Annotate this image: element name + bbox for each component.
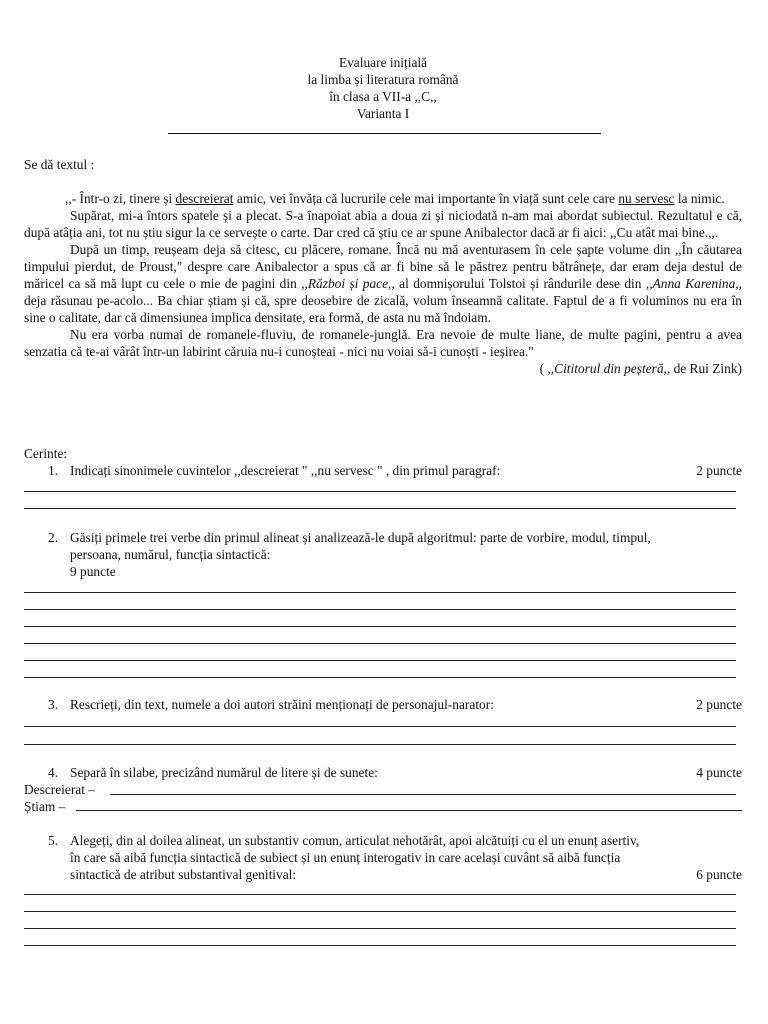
source-book-title: ,,Cititorul din peșteră,, xyxy=(547,361,671,376)
header-variant: Varianta I xyxy=(356,106,410,121)
answer-line[interactable] xyxy=(24,744,736,745)
question-points: 9 puncte xyxy=(70,564,116,579)
question-text: Rescrieți, din text, numele a doi autori străini menționați de personajul-narator: xyxy=(70,697,494,712)
question-text: Indicați sinonimele cuvintelor ,,descreierat " ,,nu servesc " , din primul paragraf: xyxy=(70,463,501,478)
paragraph-2: Supărat, mi-a întors spatele și a plecat. S-a înapoiat abia a doua zi și niciodată n-am mai abordat subiectul. Rezultatul e că, după atâția ani, tot nu știu sigur la ce servește o carte. Dar cred că știu ce ar spune Anibalector dacă ar fi aici: ,,Cu atât mai bine.,,. xyxy=(24,208,742,240)
underlined-phrase-nu-servesc: nu servesc xyxy=(618,191,675,206)
question-points: 4 puncte xyxy=(696,765,742,780)
title-razboi-si-pace: ,,Război și pace,, xyxy=(301,276,395,291)
requirements-label: Cerinte: xyxy=(24,446,68,461)
answer-line[interactable] xyxy=(24,726,736,727)
underlined-word-descreierat: descreierat xyxy=(175,191,234,206)
header-subject: la limba și literatura română xyxy=(307,72,459,87)
question-text-line-1: Alegeți, din al doilea alineat, un substantiv comun, articulat nehotărât, apoi alcătuiți cu el un enunț asertiv, xyxy=(70,833,640,848)
header-class: în clasa a VII-a ,,C,, xyxy=(329,89,437,104)
question-2 xyxy=(24,529,742,580)
question-3 xyxy=(24,696,742,713)
title-anna-karenina: ,,Anna Karenina,, xyxy=(645,276,743,291)
answer-line[interactable] xyxy=(24,508,736,509)
answer-line[interactable] xyxy=(24,928,736,929)
answer-line[interactable] xyxy=(110,794,736,795)
question-number: 3. xyxy=(48,697,59,712)
answer-line[interactable] xyxy=(24,609,736,610)
question-text-line-2: în care să aibă funcția sintactică de subiect și un enunț interogativ in care același cuvânt să aibă funcția xyxy=(70,850,621,865)
question-4 xyxy=(24,764,742,781)
answer-line[interactable] xyxy=(24,911,736,912)
answer-line[interactable] xyxy=(24,660,736,661)
answer-line[interactable] xyxy=(24,626,736,627)
question-number: 5. xyxy=(48,833,59,848)
answer-line[interactable] xyxy=(24,677,736,678)
question-points: 2 puncte xyxy=(696,697,742,712)
question-text-line-2: persoana, numărul, funcția sintactică: xyxy=(70,547,271,562)
paragraph-3: După un timp, reușeam deja să citesc, cu plăcere, romane. Încă nu mă aventurasem în cele șapte volume din ,,În căutarea timpului pierdut, de Proust," despre care Anibalector a spus că ar fi bine să le păstrez pentru bătrânețe, dar eram deja destul de măricel ca să mă lupt cu cele o mie de pagini din ,,Război și pace,, al domnișorului Tolstoi și rândurile dese din ,,Anna Karenina,, deja răsunau pe-acolo... Ba chiar știam și că, spre deosebire de zicală, volum înseamnă calitate. Faptul de a fi voluminos nu era în sine o calitate, dar că dimensiunea implica densitate, era formă, de asta nu mă îndoiam. xyxy=(24,242,743,325)
question-text: Separă în silabe, precizând numărul de litere și de sunete: xyxy=(70,765,378,780)
answer-line[interactable] xyxy=(76,810,742,811)
source-text xyxy=(24,190,742,377)
answer-line[interactable] xyxy=(24,894,736,895)
document-header xyxy=(24,54,742,122)
question-text-line-3: sintactică de atribut substantival genitival: xyxy=(70,867,297,882)
paragraph-4: Nu era vorba numai de romanele-fluviu, de romanele-junglă. Era nevoie de multe liane, de multe pagini, pentru a avea senzatia că te-ai vârât într-un labirint căruia nu-i cunoșteai - nici nu voiai să-i cunoști - ieșirea." xyxy=(24,327,742,359)
answer-line[interactable] xyxy=(24,643,736,644)
question-points: 6 puncte xyxy=(696,867,742,882)
question-number: 4. xyxy=(48,765,59,780)
question-number: 2. xyxy=(48,530,59,545)
question-number: 1. xyxy=(48,463,59,478)
question-1 xyxy=(24,462,742,479)
answer-line[interactable] xyxy=(24,592,736,593)
intro-label: Se dă textul : xyxy=(24,157,95,172)
header-title: Evaluare inițială xyxy=(338,55,428,70)
header-divider xyxy=(168,133,601,134)
paragraph-1: ,,- Într-o zi, tinere și descreierat amic, vei învăța că lucrurile cele mai importante în viață sunt cele care nu servesc la nimic. xyxy=(65,191,725,206)
text-source: ( ,,Cititorul din peșteră,, de Rui Zink) xyxy=(539,361,742,376)
answer-line[interactable] xyxy=(24,491,736,492)
question-points: 2 puncte xyxy=(696,463,742,478)
answer-line[interactable] xyxy=(24,945,736,946)
syllable-word-descreierat: Descreierat – xyxy=(24,782,96,797)
question-5 xyxy=(24,832,742,883)
syllable-word-stiam: Știam – xyxy=(24,799,66,814)
question-text-line-1: Găsiți primele trei verbe din primul alineat și analizează-le după algoritmul: parte de vorbire, modul, timpul, xyxy=(70,530,651,545)
